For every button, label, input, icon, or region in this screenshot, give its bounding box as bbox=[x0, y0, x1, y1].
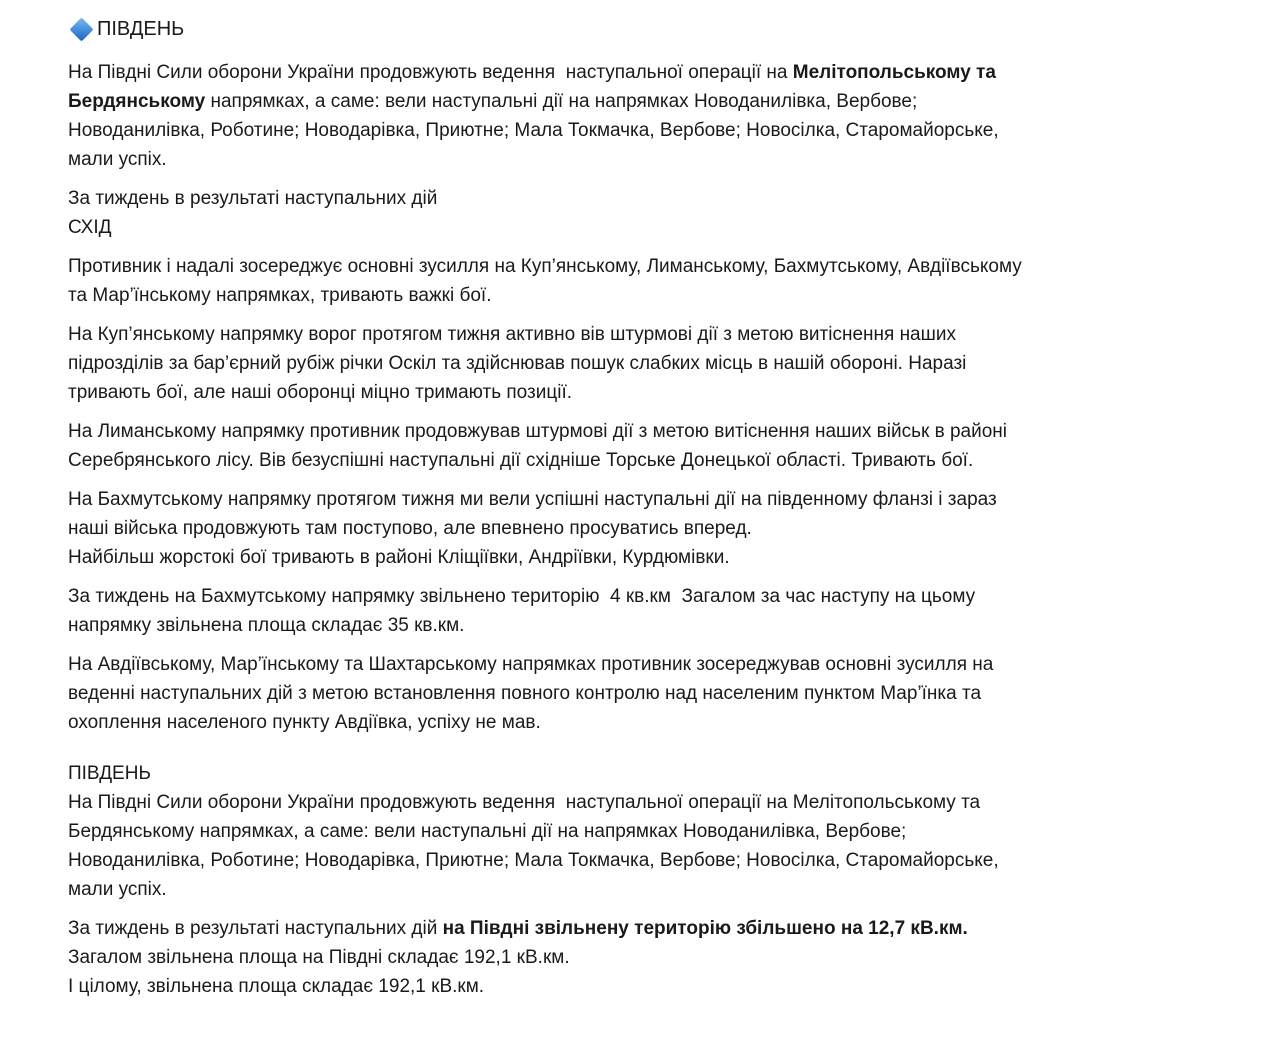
section-label-east: СХІД bbox=[68, 217, 112, 238]
kupiansk-text: На Куп’янському напрямку ворог протягом тижня активно вів штурмові дії з метою витіснення наших підрозділів за бар’єрний рубіж річки Оскіл та здійснював пошук слабких місць в нашій обороні. Наразі тривають бої, але наші оборонці міцно тримають позиції. bbox=[68, 324, 972, 403]
paragraph-kupiansk bbox=[68, 320, 1042, 407]
south-operations-bold-directions: Мелітопольському та Бердянському bbox=[68, 62, 1002, 112]
south-operations-lead: На Півдні Сили оборони України продовжують ведення наступальної операції на bbox=[68, 62, 793, 83]
paragraph-summary bbox=[68, 914, 1042, 1001]
section-label-south: ПІВДЕНЬ bbox=[68, 763, 151, 784]
paragraph-lyman bbox=[68, 417, 1042, 475]
paragraph-avdiivka bbox=[68, 650, 1042, 737]
blue-diamond-icon bbox=[68, 17, 94, 43]
lyman-text: На Лиманському напрямку противник продовжував штурмові дії з метою витіснення наших військ в районі Серебрянського лісу. Вів безуспішні наступальні дії східніше Торське Донецької області. Тривають бої. bbox=[68, 421, 1013, 471]
avdiivka-text: На Авдіївському, Мар’їнському та Шахтарському напрямках противник зосереджував основні зусилля на веденні наступальних дій з метою встановлення повного контролю над населеним пунктом Мар’їнка та охоплення населеного пункту Авдіївка, успіху не мав. bbox=[68, 654, 999, 733]
summary-total-south: Загалом звільнена площа на Півдні складає 192,1 кВ.км. bbox=[68, 947, 570, 968]
summary-lead: За тиждень в результаті наступальних дій bbox=[68, 918, 443, 939]
paragraph-week-lead-east bbox=[68, 184, 1042, 242]
paragraph-bakhmut bbox=[68, 485, 1042, 572]
summary-bold-result: на Півдні звільнену територію збільшено на 12,7 кВ.км. bbox=[442, 918, 968, 939]
south-section-body: На Півдні Сили оборони України продовжують ведення наступальної операції на Мелітопольському та Бердянському напрямках, а саме: вели наступальні дії на напрямках Новоданилівка, Вербове; Новоданилівка, Роботине; Новодарівка, Приютне; Мала Токмачка, Вербове; Новосілка, Старомайорське, мали успіх. bbox=[68, 792, 1004, 900]
bakhmut-week-text: За тиждень на Бахмутському напрямку звільнено територію 4 кв.км Загалом за час наступу на цьому напрямку звільнена площа складає 35 кв.км. bbox=[68, 586, 981, 636]
paragraph-enemy-focus bbox=[68, 252, 1042, 310]
enemy-focus-text: Противник і надалі зосереджує основні зусилля на Куп’янському, Лиманському, Бахмутському, Авдіївському та Мар’їнському напрямках, тривають важкі бої. bbox=[68, 256, 1028, 306]
paragraph-bakhmut-week bbox=[68, 582, 1042, 640]
paragraph-south-operations bbox=[68, 58, 1042, 174]
bakhmut-main-text: На Бахмутському напрямку протягом тижня ми вели успішні наступальні дії на південному фланзі і зараз наші війська продовжують там поступово, але впевнено просуватись вперед. bbox=[68, 489, 1002, 539]
summary-total-overall: І цілому, звільнена площа складає 192,1 кВ.км. bbox=[68, 976, 485, 997]
south-operations-rest: напрямках, а саме: вели наступальні дії на напрямках Новоданилівка, Вербове; Новоданилівка, Роботине; Новодарівка, Приютне; Мала Токмачка, Вербове; Новосілка, Старомайорське, мали успіх. bbox=[68, 91, 1004, 170]
section-title-south: ПІВДЕНЬ bbox=[97, 18, 185, 40]
bakhmut-fiercest-text: Найбільш жорстокі бої тривають в районі Кліщіївки, Андріївки, Курдюмівки. bbox=[68, 547, 730, 568]
section-header-south bbox=[68, 15, 1042, 44]
week-lead-text: За тиждень в результаті наступальних дій bbox=[68, 188, 438, 209]
paragraph-south-section bbox=[68, 759, 1042, 904]
